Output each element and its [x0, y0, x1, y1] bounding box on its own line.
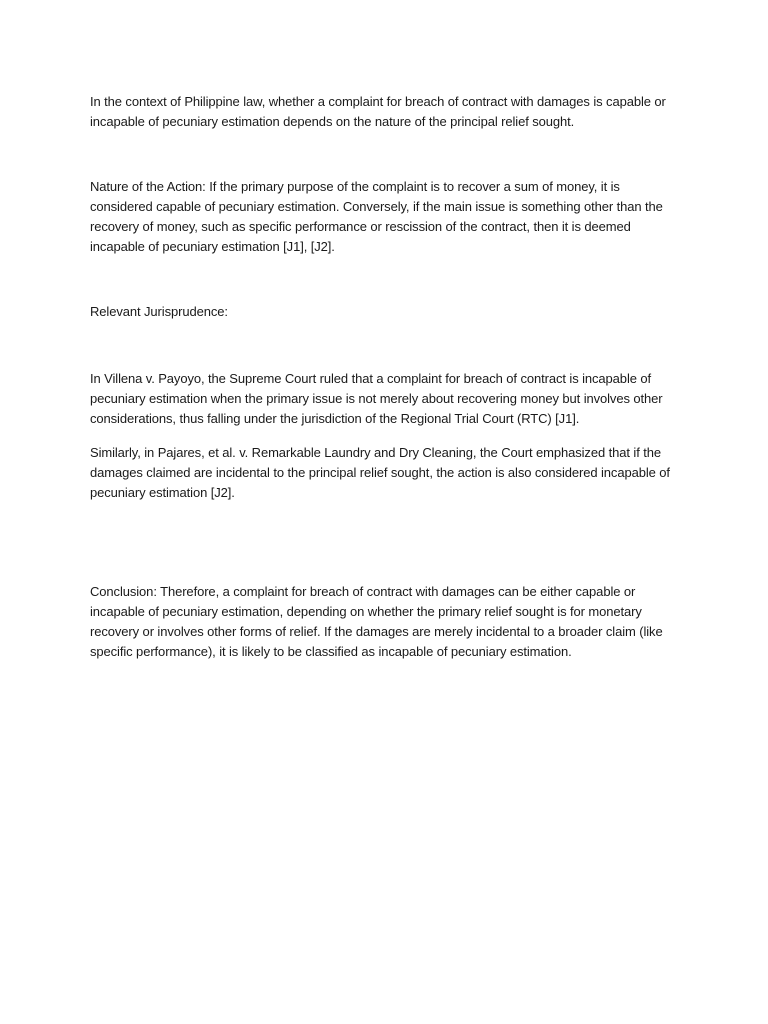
paragraph-intro: In the context of Philippine law, whether a complaint for breach of contract with damages is capable or incapable of pecuniary estimation depends on the nature of the principal relief sought. [90, 94, 666, 129]
paragraph-nature-of-action: Nature of the Action: If the primary purpose of the complaint is to recover a sum of money, it is considered capable of pecuniary estimation. Conversely, if the main issue is something other than the recovery of money, such as specific performance or rescission of the contract, then it is deemed incapable of pecuniary estimation [J1], [J2]. [90, 179, 663, 254]
paragraph-villena-case: In Villena v. Payoyo, the Supreme Court ruled that a complaint for breach of contract is incapable of pecuniary estimation when the primary issue is not merely about recovering money but involves other considerations, thus falling under the jurisdiction of the Regional Trial Court (RTC) [J1]. [90, 371, 663, 426]
heading-relevant-jurisprudence: Relevant Jurisprudence: [90, 304, 228, 319]
paragraph-pajares-case: Similarly, in Pajares, et al. v. Remarkable Laundry and Dry Cleaning, the Court emphasized that if the damages claimed are incidental to the principal relief sought, the action is also considered incapable of pecuniary estimation [J2]. [90, 445, 670, 500]
paragraph-conclusion: Conclusion: Therefore, a complaint for breach of contract with damages can be either capable or incapable of pecuniary estimation, depending on whether the primary relief sought is for monetary recovery or involves other forms of relief. If the damages are merely incidental to a broader claim (like specific performance), it is likely to be classified as incapable of pecuniary estimation. [90, 584, 663, 659]
